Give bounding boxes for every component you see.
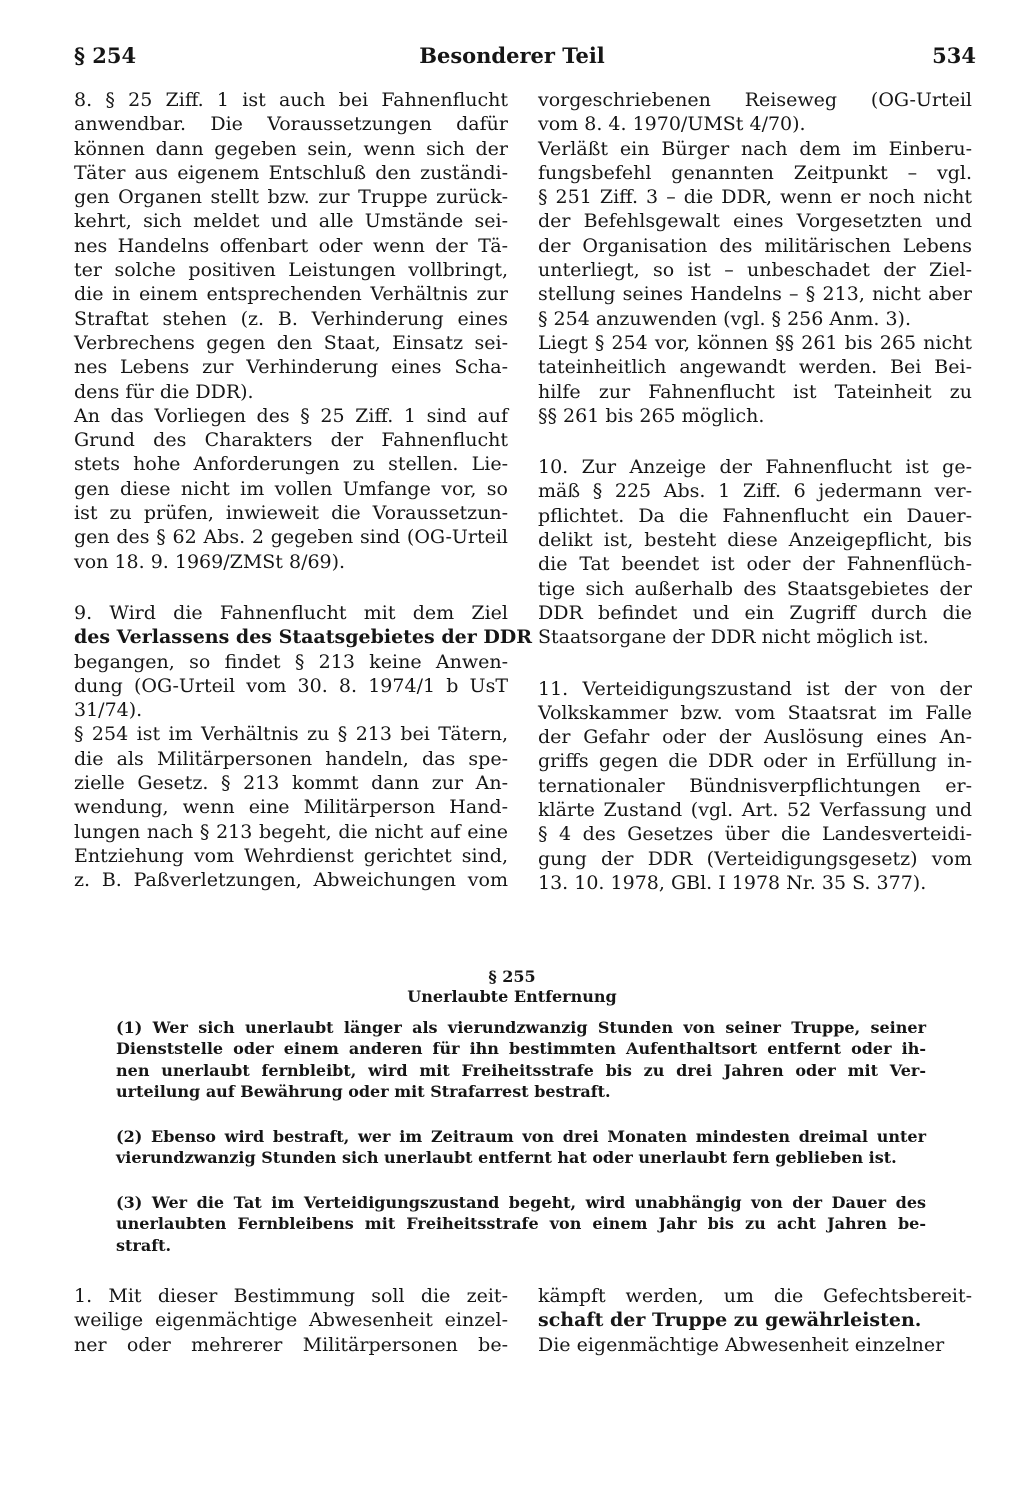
text-line: 31/74). [74, 699, 143, 722]
text-line: gen des § 62 Abs. 2 gegeben sind (OG-Urteil [74, 526, 508, 549]
bottom-right-column [538, 1284, 972, 1357]
text-line: stellung seines Handelns – § 213, nicht aber [538, 283, 972, 306]
text-line: hilfe zur Fahnenflucht ist Tateinheit zu [538, 380, 972, 403]
law-line: unerlaubten Fernbleibens mit Freiheitsstrafe von einem Jahr bis zu acht Jahren be- [116, 1214, 926, 1234]
text-line: Volkskammer bzw. vom Staatsrat im Falle [538, 701, 972, 724]
text-line: Staatsorgane der DDR nicht möglich ist. [538, 626, 929, 649]
page-header-title: Besonderer Teil [419, 43, 605, 68]
text-line: dung (OG-Urteil vom 30. 8. 1974/1 b UsT [74, 674, 508, 697]
text-line: weilige eigenmächtige Abwesenheit einzel- [74, 1309, 508, 1332]
text-line: Verbrechens gegen den Staat, Einsatz sei- [74, 331, 508, 354]
text-line: die in einem entsprechenden Verhältnis zur [74, 283, 508, 306]
text-line: § 4 des Gesetzes über die Landesverteidi- [538, 823, 972, 846]
text-line: fungsbefehl genannten Zeitpunkt – vgl. [538, 161, 972, 184]
law-line: straft. [116, 1235, 172, 1255]
page-number: 534 [932, 43, 976, 68]
text-line: 9. Wird die Fahnenflucht mit dem Ziel [74, 601, 508, 624]
text-line: DDR befindet und ein Zugriff durch die [538, 601, 972, 624]
text-line: 1. Mit dieser Bestimmung soll die zeit- [74, 1285, 508, 1307]
paragraph-gap [74, 574, 508, 601]
text-line: anwendbar. Die Voraussetzungen dafür [74, 113, 508, 136]
law-paragraph-1 [116, 1017, 926, 1102]
text-line: 11. Verteidigungszustand ist der von der [538, 677, 972, 700]
text-line: zielle Gesetz. § 213 kommt dann zur An- [74, 772, 508, 795]
text-line: gung der DDR (Verteidigungsgesetz) vom [538, 847, 972, 870]
text-line: pflichtet. Da die Fahnenflucht ein Dauer- [538, 504, 972, 527]
text-line: delikt ist, besteht diese Anzeigepflicht, bis [538, 529, 972, 552]
section-number: § 255 [488, 967, 536, 986]
text-line: Die eigenmächtige Abwesenheit einzelner [538, 1333, 945, 1356]
law-line: vierundzwanzig Stunden sich unerlaubt entfernt hat oder unerlaubt fern geblieben ist. [116, 1148, 897, 1168]
text-line: griffs gegen die DDR oder in Erfüllung in- [538, 750, 972, 773]
law-line: (2) Ebenso wird bestraft, wer im Zeitraum von drei Monaten mindesten dreimal unter [116, 1127, 926, 1146]
text-line: tige sich außerhalb des Staatsgebietes der [538, 577, 972, 600]
law-paragraph-3 [116, 1192, 926, 1256]
text-line: Liegt § 254 vor, können §§ 261 bis 265 nicht [538, 331, 972, 354]
text-line: gen diese nicht im vollen Umfange vor, so [74, 477, 508, 500]
text-line: Straftat stehen (z. B. Verhinderung eines [74, 307, 508, 330]
text-line: ternationaler Bündnisverpflichtungen er- [538, 774, 972, 797]
text-line: nes Handelns offenbart oder wenn der Tä- [74, 234, 508, 257]
text-line: 10. Zur Anzeige der Fahnenflucht ist ge- [538, 456, 972, 479]
text-line: ter solche positiven Leistungen vollbringt, [74, 259, 508, 282]
text-line: § 254 ist im Verhältnis zu § 213 bei Tätern, [74, 723, 508, 746]
law-line: urteilung auf Bewährung oder mit Strafarrest bestraft. [116, 1081, 611, 1101]
text-line: Täter aus eigenem Entschluß den zuständi- [74, 161, 508, 184]
law-line: nen unerlaubt fernbleibt, wird mit Freiheitsstrafe bis zu drei Jahren oder mit Ver- [116, 1060, 926, 1080]
text-line: § 254 anzuwenden (vgl. § 256 Anm. 3). [538, 307, 911, 330]
law-line: Dienststelle oder einem anderen für ihn bestimmten Aufenthaltsort entfernt oder ih- [116, 1039, 926, 1059]
text-line: der Organisation des militärischen Lebens [538, 234, 972, 257]
text-line: Grund des Charakters der Fahnenflucht [74, 429, 508, 452]
text-line: 8. § 25 Ziff. 1 ist auch bei Fahnenflucht [74, 89, 508, 111]
text-line: der Befehlsgewalt eines Vorgesetzten und [538, 210, 972, 233]
text-line: von 18. 9. 1969/ZMSt 8/69). [74, 550, 346, 573]
text-line: Entziehung vom Wehrdienst gerichtet sind, [74, 844, 508, 867]
text-line: begangen, so findet § 213 keine Anwen- [74, 650, 508, 673]
text-line: gen Organen stellt bzw. zur Truppe zurück- [74, 186, 508, 209]
text-line: tateinheitlich angewandt werden. Bei Bei- [538, 356, 972, 379]
paragraph-gap [538, 428, 972, 455]
text-line: ner oder mehrerer Militärpersonen be- [74, 1333, 508, 1356]
text-line: der Gefahr oder der Auslösung eines An- [538, 726, 972, 749]
text-line: nes Lebens zur Verhinderung eines Scha- [74, 356, 508, 379]
law-paragraph-2 [116, 1126, 926, 1169]
text-line: An das Vorliegen des § 25 Ziff. 1 sind auf [74, 404, 508, 427]
text-line: Verläßt ein Bürger nach dem im Einberu- [538, 137, 972, 160]
text-line: schaft der Truppe zu gewährleisten. [538, 1309, 922, 1332]
text-line: 13. 10. 1978, GBl. I 1978 Nr. 35 S. 377). [538, 871, 927, 894]
section-title: Unerlaubte Entfernung [407, 987, 617, 1006]
text-line: z. B. Paßverletzungen, Abweichungen vom [74, 869, 508, 892]
text-line: vom 8. 4. 1970/UMSt 4/70). [538, 113, 806, 136]
text-line: unterliegt, so ist – unbeschadet der Ziel- [538, 259, 972, 282]
text-line: mäß § 225 Abs. 1 Ziff. 6 jedermann ver- [538, 480, 972, 503]
text-line: vorgeschriebenen Reiseweg (OG-Urteil [538, 89, 972, 111]
text-line: §§ 261 bis 265 möglich. [538, 404, 765, 427]
text-line: lungen nach § 213 begeht, die nicht auf eine [74, 820, 508, 843]
law-line: (3) Wer die Tat im Verteidigungszustand begeht, wird unabhängig von der Dauer des [116, 1193, 926, 1212]
text-line: die als Militärpersonen handeln, das spe- [74, 747, 508, 770]
text-line: können dann gegeben sein, wenn sich der [74, 137, 508, 160]
law-line: (1) Wer sich unerlaubt länger als vierundzwanzig Stunden von seiner Truppe, seiner [116, 1018, 926, 1037]
text-line: § 251 Ziff. 3 – die DDR, wenn er noch nicht [538, 186, 972, 209]
paragraph-gap [538, 650, 972, 677]
text-line: kehrt, sich meldet und alle Umstände sei- [74, 210, 508, 233]
text-line: des Verlassens des Staatsgebietes der DDR [74, 626, 533, 649]
text-line: kämpft werden, um die Gefechtsbereit- [538, 1285, 972, 1307]
bottom-left-column [74, 1284, 508, 1357]
text-line: klärte Zustand (vgl. Art. 52 Verfassung und [538, 799, 972, 822]
right-column [538, 88, 972, 895]
page-header-section: § 254 [74, 43, 137, 68]
text-line: die Tat beendet ist oder der Fahnenflüch- [538, 553, 972, 576]
text-line: wendung, wenn eine Militärperson Hand- [74, 796, 508, 819]
text-line: ist zu prüfen, inwieweit die Voraussetzun- [74, 502, 508, 525]
left-column [74, 88, 533, 893]
text-line: dens für die DDR). [74, 380, 254, 403]
text-line: stets hohe Anforderungen zu stellen. Lie- [74, 453, 508, 476]
